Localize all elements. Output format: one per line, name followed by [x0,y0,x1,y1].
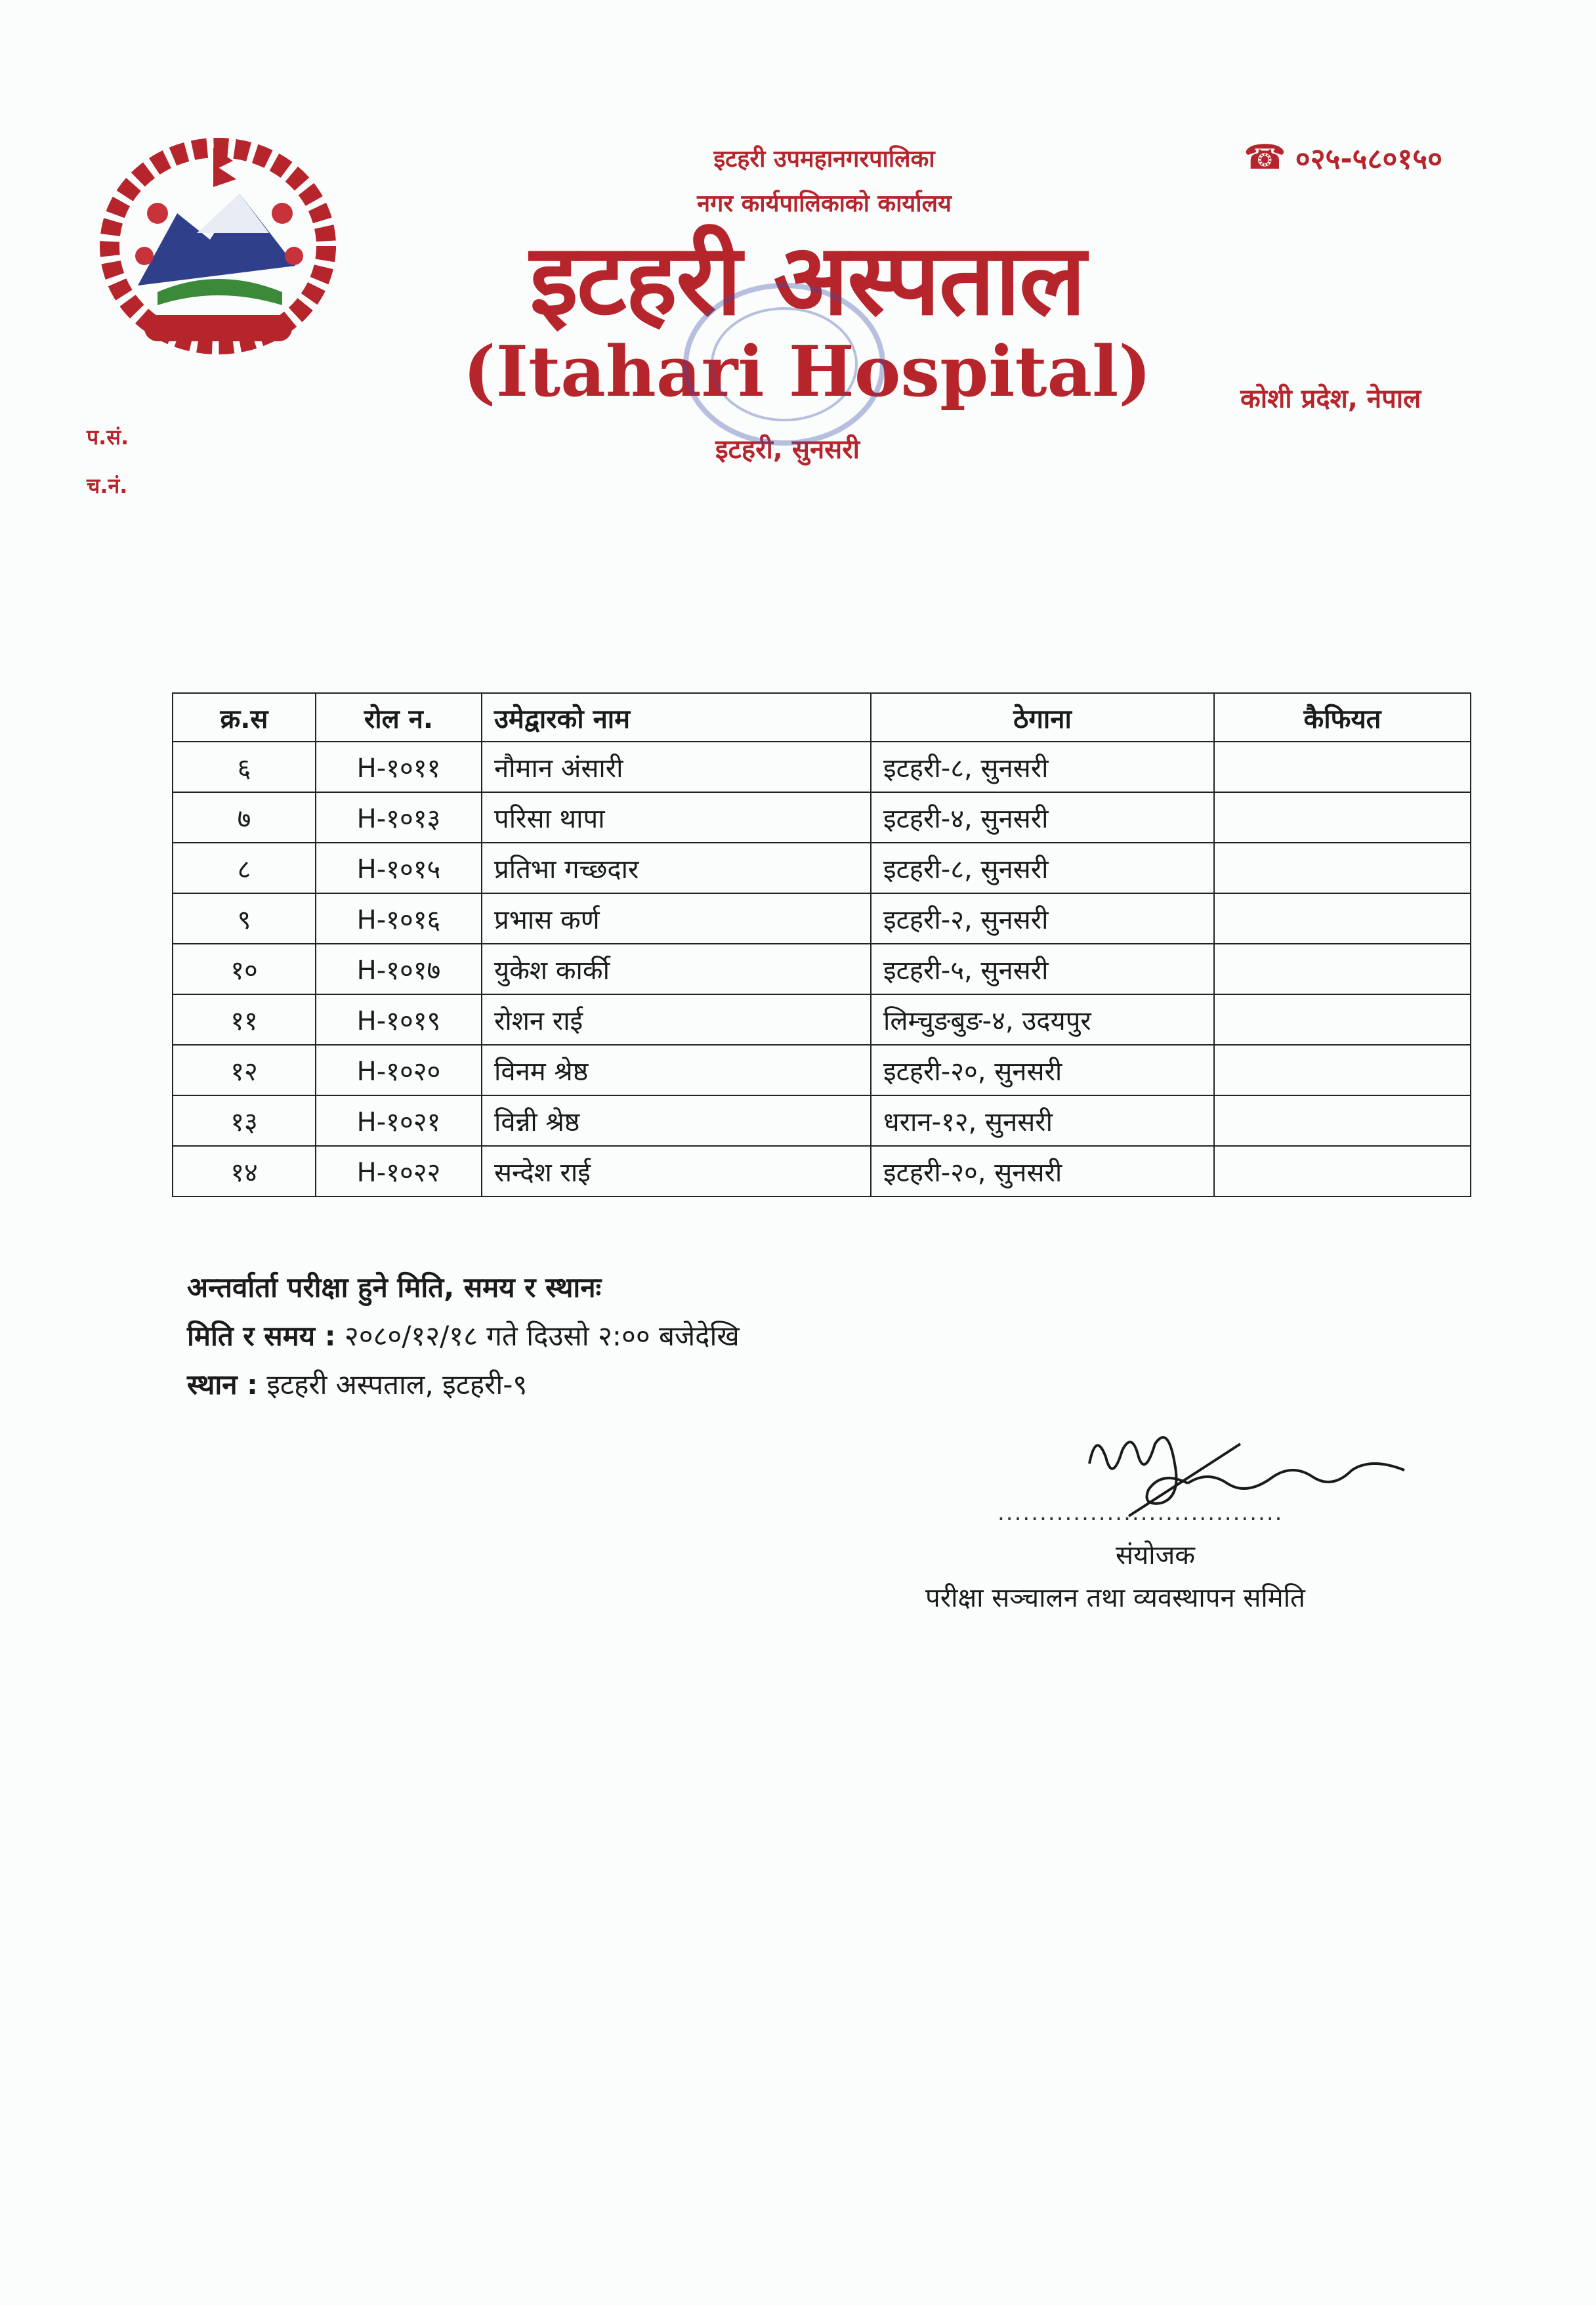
cell-sn: १३ [173,1095,316,1146]
column-header-roll: रोल न. [316,693,482,742]
cell-roll: H-१०१३ [316,792,482,843]
cell-address: इटहरी-४, सुनसरी [871,792,1214,843]
column-header-name: उमेद्वारको नाम [482,693,871,742]
cell-remark [1214,1095,1471,1146]
province: कोशी प्रदेश, नेपाल [1240,384,1421,414]
cell-roll: H-१०१९ [316,994,482,1045]
cell-name: विन्नी श्रेष्ठ [482,1095,871,1146]
cell-address: इटहरी-८, सुनसरी [871,843,1214,893]
cell-sn: १० [173,944,316,994]
cell-remark [1214,1146,1471,1196]
office-name: नगर कार्यपालिकाको कार्यालय [697,190,952,217]
table-row [173,843,1471,893]
table-row [173,1045,1471,1095]
cell-sn: ७ [173,792,316,843]
cell-sn: ८ [173,843,316,893]
cell-address: इटहरी-८, सुनसरी [871,742,1214,792]
place-label: स्थान : [187,1368,258,1401]
cell-name: रोशन राई [482,994,871,1045]
table-row [173,994,1471,1045]
datetime-label: मिति र समय : [187,1320,336,1352]
cell-address: धरान-१२, सुनसरी [871,1095,1214,1146]
cell-sn: ६ [173,742,316,792]
cell-name: प्रतिभा गच्छदार [482,843,871,893]
table-header-row [173,693,1471,742]
cell-roll: H-१०२२ [316,1146,482,1196]
cell-remark [1214,742,1471,792]
municipality-name: इटहरी उपमहानगरपालिका [713,146,935,173]
cell-name: परिसा थापा [482,792,871,843]
cell-sn: १४ [173,1146,316,1196]
hospital-location: इटहरी, सुनसरी [715,434,860,465]
signature-line: .................................. [998,1500,1284,1526]
table-row [173,1146,1471,1196]
table-row [173,1095,1471,1146]
cn-label: च.नं. [87,473,128,498]
telephone-icon: ☎ [1244,138,1286,177]
cell-roll: H-१०१७ [316,944,482,994]
cell-name: नौमान अंसारी [482,742,871,792]
office-stamp-icon [676,276,892,453]
cell-roll: H-१०२१ [316,1095,482,1146]
cell-address: इटहरी-२, सुनसरी [871,893,1214,944]
phone-text: ०२५-५८०१५० [1295,142,1442,176]
place-value: इटहरी अस्पताल, इटहरी-९ [266,1368,528,1401]
cell-sn: १२ [173,1045,316,1095]
cell-remark [1214,843,1471,893]
cell-remark [1214,893,1471,944]
cell-address: इटहरी-२०, सुनसरी [871,1146,1214,1196]
cell-roll: H-१०१५ [316,843,482,893]
interview-datetime [187,1312,740,1361]
interview-heading: अन्तर्वार्ता परीक्षा हुने मिति, समय र स्थानः [187,1271,602,1303]
candidate-table [172,692,1471,1197]
cell-sn: ११ [173,994,316,1045]
table-row [173,944,1471,994]
cell-address: इटहरी-५, सुनसरी [871,944,1214,994]
committee-name: परीक्षा सञ्चालन तथा व्यवस्थापन समिति [925,1583,1305,1613]
ps-label: प.सं. [87,425,129,450]
phone-number [1244,138,1442,177]
column-header-sn: क्र.स [173,693,316,742]
cell-sn: ९ [173,893,316,944]
cell-roll: H-१०२० [316,1045,482,1095]
cell-remark [1214,944,1471,994]
cell-name: प्रभास कर्ण [482,893,871,944]
hospital-name-english: (Itahari Hospital) [463,330,1152,412]
hospital-name-nepali: इटहरी अस्पताल [530,223,1085,337]
cell-roll: H-१०११ [316,742,482,792]
cell-address: लिम्चुङबुङ-४, उदयपुर [871,994,1214,1045]
cell-remark [1214,1045,1471,1095]
cell-remark [1214,792,1471,843]
cell-roll: H-१०१६ [316,893,482,944]
interview-info [187,1263,740,1409]
table-row [173,792,1471,843]
coordinator-title: संयोजक [1116,1540,1195,1571]
cell-name: विनम श्रेष्ठ [482,1045,871,1095]
cell-name: युकेश कार्की [482,944,871,994]
column-header-remark: कैफियत [1214,693,1471,742]
cell-name: सन्देश राई [482,1146,871,1196]
interview-place [187,1361,740,1409]
datetime-value: २०८०/१२/१८ गते दिउसो २:०० बजेदेखि [344,1320,740,1352]
table-row [173,742,1471,792]
cell-remark [1214,994,1471,1045]
table-row [173,893,1471,944]
column-header-address: ठेगाना [871,693,1214,742]
cell-address: इटहरी-२०, सुनसरी [871,1045,1214,1095]
